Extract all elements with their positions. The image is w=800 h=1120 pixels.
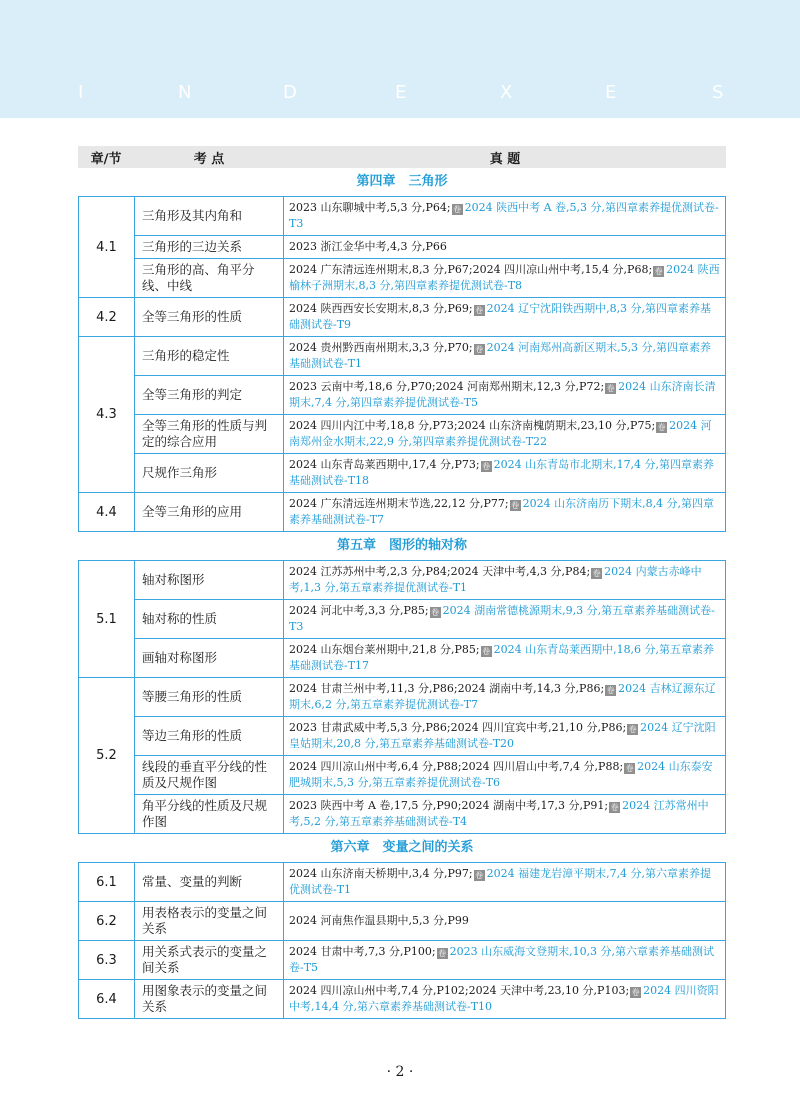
questions-cell (284, 236, 725, 258)
test-paper-reference: 2024 山东济南长清期末,7,4 分,第四章素养提优测试卷-T5 (289, 380, 716, 409)
table-row (135, 561, 725, 599)
section-block (79, 901, 725, 940)
section-block (79, 677, 725, 833)
exam-source-text: 2024 四川内江中考,18,8 分,P73;2024 山东济南槐荫期末,23,10 分,P75; (289, 419, 656, 432)
test-paper-reference: 2024 陕西中考 A 卷,5,3 分,第四章素养提优测试卷-T3 (289, 201, 719, 230)
test-paper-reference: 2024 河南郑州金水期末,22,9 分,第四章素养提优测试卷-T22 (289, 419, 712, 448)
banner-letter: D (283, 82, 297, 103)
column-header-questions: 真 题 (489, 151, 521, 167)
exam-source-text: 2024 河北中考,3,3 分,P85; (289, 604, 429, 617)
table-row (135, 980, 725, 1018)
topic-cell: 三角形的高、角平分线、中线 (135, 259, 284, 297)
topic-cell: 尺规作三角形 (135, 454, 284, 492)
section-number: 4.4 (79, 493, 135, 531)
topic-cell: 用表格表示的变量之间关系 (135, 902, 284, 940)
sample-paper-icon: 卷 (475, 345, 484, 354)
questions-cell (284, 980, 725, 1018)
exam-source-text: 2023 陕西中考 A 卷,17,5 分,P90;2024 湖南中考,17,3 分,P91; (289, 799, 609, 812)
questions-cell (284, 678, 725, 716)
exam-source-text: 2024 广东清远连州期末节选,22,12 分,P77; (289, 497, 509, 510)
table-row (135, 235, 725, 258)
exam-source-text: 2023 山东聊城中考,5,3 分,P64; (289, 201, 451, 214)
topic-cell: 轴对称图形 (135, 561, 284, 599)
sample-paper-icon: 卷 (511, 501, 520, 510)
questions-cell (284, 639, 725, 677)
exam-source-text: 2024 四川凉山州中考,6,4 分,P88;2024 四川眉山中考,7,4 分,P88; (289, 760, 624, 773)
sample-paper-icon: 卷 (625, 764, 634, 773)
test-paper-reference: 2024 辽宁沈阳铁西期中,8,3 分,第四章素养基础测试卷-T9 (289, 302, 712, 331)
questions-cell (284, 717, 725, 755)
questions-cell (284, 795, 725, 833)
section-rows (135, 337, 725, 492)
topic-cell: 轴对称的性质 (135, 600, 284, 638)
table-row (135, 716, 725, 755)
chapter-table (78, 862, 726, 1019)
table-row (135, 941, 725, 979)
questions-cell (284, 902, 725, 940)
table-row (135, 453, 725, 492)
table-row (135, 902, 725, 940)
sample-paper-icon: 卷 (657, 423, 666, 432)
section-rows (135, 902, 725, 940)
section-rows (135, 298, 725, 336)
table-row (135, 414, 725, 453)
topic-cell: 线段的垂直平分线的性质及尺规作图 (135, 756, 284, 794)
topic-cell: 三角形的稳定性 (135, 337, 284, 375)
table-row (135, 258, 725, 297)
test-paper-reference: 2024 山东青岛莱西期中,18,6 分,第五章素养基础测试卷-T17 (289, 643, 715, 672)
table-row (135, 863, 725, 901)
topic-cell: 三角形及其内角和 (135, 197, 284, 235)
questions-cell (284, 756, 725, 794)
chapter-title: 第四章 三角形 (356, 174, 448, 189)
topic-cell: 等腰三角形的性质 (135, 678, 284, 716)
questions-cell (284, 561, 725, 599)
banner-letter: E (395, 82, 407, 103)
column-header-row (78, 146, 726, 168)
section-number: 6.4 (79, 980, 135, 1018)
header-banner (0, 0, 800, 118)
sample-paper-icon: 卷 (475, 306, 484, 315)
sample-paper-icon: 卷 (482, 462, 491, 471)
exam-source-text: 2024 山东济南天桥期中,3,4 分,P97; (289, 867, 473, 880)
sample-paper-icon: 卷 (631, 988, 640, 997)
sample-paper-icon: 卷 (628, 725, 637, 734)
questions-cell (284, 493, 725, 531)
table-row (135, 337, 725, 375)
sample-paper-icon: 卷 (438, 949, 447, 958)
questions-cell (284, 863, 725, 901)
sample-paper-icon: 卷 (431, 608, 440, 617)
section-block (79, 197, 725, 297)
section-rows (135, 941, 725, 979)
exam-source-text: 2023 云南中考,18,6 分,P70;2024 河南郑州期末,12,3 分,P72; (289, 380, 605, 393)
questions-cell (284, 376, 725, 414)
sample-paper-icon: 卷 (606, 686, 615, 695)
questions-cell (284, 259, 725, 297)
table-row (135, 375, 725, 414)
banner-letter: N (178, 82, 192, 103)
questions-cell (284, 337, 725, 375)
exam-source-text: 2024 四川凉山州中考,7,4 分,P102;2024 天津中考,23,10 分,P103; (289, 984, 630, 997)
chapter-list (78, 168, 726, 1019)
sample-paper-icon: 卷 (453, 205, 462, 214)
table-row (135, 678, 725, 716)
questions-cell (284, 415, 725, 453)
table-row (135, 599, 725, 638)
topic-cell: 画轴对称图形 (135, 639, 284, 677)
chapter-table (78, 560, 726, 834)
table-row (135, 493, 725, 531)
exam-source-text: 2024 山东烟台莱州期中,21,8 分,P85; (289, 643, 480, 656)
exam-source-text: 2024 广东清远连州期末,8,3 分,P67;2024 四川凉山州中考,15,4 分,P68; (289, 263, 653, 276)
test-paper-reference: 2024 江苏常州中考,5,2 分,第五章素养基础测试卷-T4 (289, 799, 709, 828)
column-header-section: 章/节 (90, 151, 122, 167)
questions-cell (284, 298, 725, 336)
topic-cell: 全等三角形的性质 (135, 298, 284, 336)
table-row (135, 298, 725, 336)
section-number: 6.2 (79, 902, 135, 940)
test-paper-reference: 2024 山东青岛市北期末,17,4 分,第四章素养基础测试卷-T18 (289, 458, 715, 487)
topic-cell: 全等三角形的应用 (135, 493, 284, 531)
exam-source-text: 2024 江苏苏州中考,2,3 分,P84;2024 天津中考,4,3 分,P84; (289, 565, 591, 578)
exam-source-text: 2024 甘肃中考,7,3 分,P100; (289, 945, 436, 958)
section-block (79, 297, 725, 336)
topic-cell: 用关系式表示的变量之间关系 (135, 941, 284, 979)
topic-cell: 等边三角形的性质 (135, 717, 284, 755)
test-paper-reference: 2024 湖南常德桃源期末,9,3 分,第五章素养基础测试卷-T3 (289, 604, 715, 633)
sample-paper-icon: 卷 (592, 569, 601, 578)
page-number: · 2 · (386, 1064, 414, 1080)
exam-source-text: 2024 甘肃兰州中考,11,3 分,P86;2024 湖南中考,14,3 分,P86; (289, 682, 605, 695)
section-block (79, 979, 725, 1018)
section-number: 6.1 (79, 863, 135, 901)
questions-cell (284, 197, 725, 235)
test-paper-reference: 2023 山东威海文登期末,10,3 分,第六章素养基础测试卷-T5 (289, 945, 715, 974)
section-block (79, 940, 725, 979)
section-number: 4.2 (79, 298, 135, 336)
sample-paper-icon: 卷 (482, 647, 491, 656)
test-paper-reference: 2024 陕西榆林子洲期末,8,3 分,第四章素养提优测试卷-T8 (289, 263, 720, 292)
indexes-word (0, 82, 800, 104)
index-table (78, 146, 726, 1019)
sample-paper-icon: 卷 (654, 267, 663, 276)
test-paper-reference: 2024 辽宁沈阳皇姑期末,20,8 分,第五章素养基础测试卷-T20 (289, 721, 716, 750)
exam-source-text: 2024 贵州黔西南州期末,3,3 分,P70; (289, 341, 473, 354)
exam-source-text: 2024 河南焦作温县期中,5,3 分,P99 (289, 914, 469, 927)
section-block (79, 863, 725, 901)
chapter-table (78, 196, 726, 532)
section-number: 5.1 (79, 561, 135, 677)
questions-cell (284, 454, 725, 492)
table-row (135, 755, 725, 794)
banner-letter: X (500, 82, 513, 103)
exam-source-text: 2024 陕西西安长安期末,8,3 分,P69; (289, 302, 473, 315)
table-row (135, 638, 725, 677)
section-block (79, 336, 725, 492)
chapter-title: 第五章 图形的轴对称 (336, 538, 467, 553)
section-block (79, 561, 725, 677)
section-rows (135, 863, 725, 901)
topic-cell: 用图象表示的变量之间关系 (135, 980, 284, 1018)
section-rows (135, 678, 725, 833)
exam-source-text: 2024 山东青岛莱西期中,17,4 分,P73; (289, 458, 480, 471)
sample-paper-icon: 卷 (475, 871, 484, 880)
topic-cell: 全等三角形的判定 (135, 376, 284, 414)
section-block (79, 492, 725, 531)
topic-cell: 三角形的三边关系 (135, 236, 284, 258)
table-row (135, 794, 725, 833)
section-number: 4.1 (79, 197, 135, 297)
column-header-topic: 考 点 (193, 151, 225, 167)
sample-paper-icon: 卷 (610, 803, 619, 812)
banner-letter: S (712, 82, 724, 103)
topic-cell: 常量、变量的判断 (135, 863, 284, 901)
exam-source-text: 2023 甘肃武威中考,5,3 分,P86;2024 四川宜宾中考,21,10 分,P86; (289, 721, 627, 734)
test-paper-reference: 2024 四川资阳中考,14,4 分,第六章素养基础测试卷-T10 (289, 984, 719, 1013)
test-paper-reference: 2024 内蒙古赤峰中考,1,3 分,第五章素养提优测试卷-T1 (289, 565, 702, 594)
test-paper-reference: 2024 福建龙岩漳平期末,7,4 分,第六章素养提优测试卷-T1 (289, 867, 712, 896)
section-number: 5.2 (79, 678, 135, 833)
banner-letter: I (78, 82, 84, 103)
section-number: 4.3 (79, 337, 135, 492)
section-rows (135, 561, 725, 677)
topic-cell: 全等三角形的性质与判定的综合应用 (135, 415, 284, 453)
section-rows (135, 197, 725, 297)
test-paper-reference: 2024 河南郑州高新区期末,5,3 分,第四章素养基础测试卷-T1 (289, 341, 712, 370)
exam-source-text: 2023 浙江金华中考,4,3 分,P66 (289, 240, 447, 253)
section-rows (135, 493, 725, 531)
topic-cell: 角平分线的性质及尺规作图 (135, 795, 284, 833)
test-paper-reference: 2024 山东济南历下期末,8,4 分,第四章素养基础测试卷-T7 (289, 497, 715, 526)
chapter-title: 第六章 变量之间的关系 (330, 840, 474, 855)
banner-letter: E (605, 82, 617, 103)
section-number: 6.3 (79, 941, 135, 979)
sample-paper-icon: 卷 (606, 384, 615, 393)
test-paper-reference: 2024 吉林辽源东辽期末,6,2 分,第五章素养提优测试卷-T7 (289, 682, 716, 711)
questions-cell (284, 941, 725, 979)
table-row (135, 197, 725, 235)
test-paper-reference: 2024 山东泰安肥城期末,5,3 分,第五章素养提优测试卷-T6 (289, 760, 713, 789)
questions-cell (284, 600, 725, 638)
section-rows (135, 980, 725, 1018)
